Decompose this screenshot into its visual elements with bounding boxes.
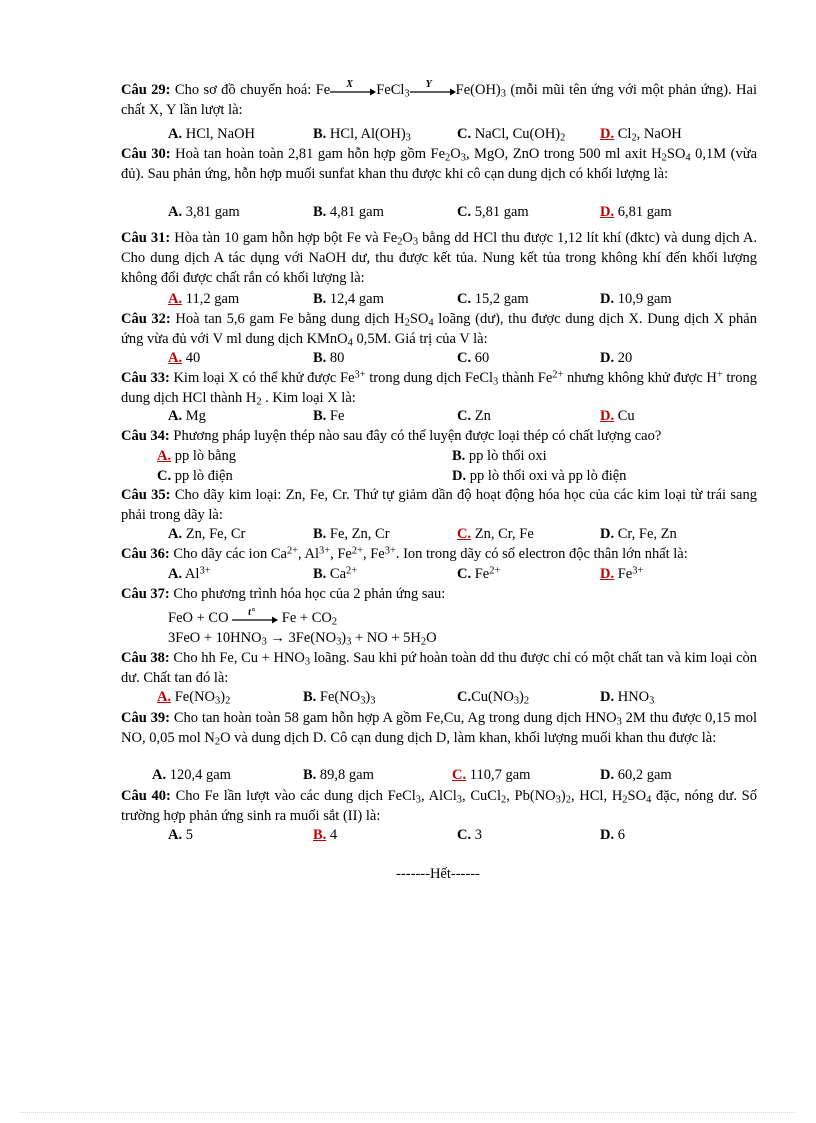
reaction-arrow-heat: t°: [232, 614, 278, 624]
option-c[interactable]: C. NaCl, $Cu(OH)_2$: [457, 126, 566, 144]
option-c[interactable]: $C.Cu(NO_3)_2$: [457, 689, 530, 707]
option-d[interactable]: D. $HNO_3$: [600, 689, 655, 707]
question-number: Câu 30:: [121, 146, 171, 162]
option-c[interactable]: C. 60: [457, 350, 490, 366]
question-number: Câu 35:: [121, 487, 171, 503]
question-32: Câu 32: Hoà tan 5,6 gam Fe bằng dung dịch $H_2SO_4$ loãng (dư), thu được dung dịch X. Dung dịch X phản ứng vừa đủ với V ml dung dịch KMnO$_4$ 0,5M. Giá trị của V là:: [121, 311, 757, 349]
option-a[interactable]: A. Mg: [168, 408, 206, 424]
option-b[interactable]: B. Fe, Zn, Cr: [313, 526, 390, 542]
option-c[interactable]: C. $Fe^{2+}$: [457, 565, 501, 582]
options-29: [0, 124, 816, 144]
option-d-answer[interactable]: D. $Cl_2$, NaOH: [600, 126, 682, 144]
question-31: Câu 31: Hòa tàn 10 gam hỗn hợp bột Fe và $Fe_2O_3$ bằng dd HCl thu được 1,12 lít khí (đktc) và dung dịch A. Cho dung dịch A tác dụng với NaOH dư, thu được kết tủa. Nung kết tủa trong không khí đến khối lượng không đổi được chất rắn có khối lượng là:: [121, 230, 758, 286]
option-c[interactable]: C. 5,81 gam: [457, 204, 529, 220]
reaction-arrow-y: Y: [410, 86, 456, 96]
reaction-arrow-icon: →: [270, 630, 285, 646]
option-b[interactable]: B. $Fe(NO_3)_3$: [303, 689, 376, 707]
question-number: Câu 33:: [121, 370, 170, 386]
question-number: Câu 34:: [121, 428, 170, 444]
question-number: Câu 32:: [121, 311, 171, 327]
option-d[interactable]: D. 10,9 gam: [600, 291, 672, 307]
question-38: Câu 38: Cho hh Fe, $Cu + HNO_3$ loãng. Sau khi pứ hoàn toàn dd thu được chỉ có một chất tan và kim loại còn dư. Chất tan đó là:: [121, 650, 757, 686]
question-number: Câu 39:: [121, 710, 170, 726]
option-d-answer[interactable]: D. 6,81 gam: [600, 204, 672, 220]
option-d-answer[interactable]: D. Cu: [600, 408, 635, 424]
option-d-answer[interactable]: D. $Fe^{3+}$: [600, 565, 644, 582]
option-a[interactable]: A. 5: [168, 827, 193, 843]
question-30: Câu 30: Hoà tan hoàn toàn 2,81 gam hỗn hợp gồm $Fe_2O_3$, MgO, ZnO trong 500 ml axit $H_2SO_4$ 0,1M (vừa đủ). Sau phản ứng, hỗn hợp muối sunfat khan thu được khi cô cạn dung dịch có khối lượng là:: [121, 146, 757, 182]
option-a[interactable]: A. HCl, NaOH: [168, 126, 256, 142]
option-b[interactable]: B. pp lò thổi oxi: [452, 448, 547, 464]
option-a[interactable]: A. 120,4 gam: [152, 767, 231, 783]
option-c[interactable]: C. Zn: [457, 408, 491, 424]
option-b[interactable]: B. 4,81 gam: [313, 204, 384, 220]
options-34-row1: [0, 446, 816, 466]
question-number: Câu 37:: [121, 586, 170, 602]
option-b[interactable]: B. 12,4 gam: [313, 291, 384, 307]
reaction-arrow-x: X: [330, 86, 376, 96]
option-a[interactable]: A. $Al^{3+}$: [168, 565, 211, 582]
option-d[interactable]: D. 60,2 gam: [600, 767, 672, 783]
question-29: Câu 29: Cho sơ đồ chuyển hoá: Fe X FeCl$_3$ Y $Fe(OH)_3$ (mỗi mũi tên ứng với một phản ứng). Hai chất X, Y lần lượt là:: [121, 78, 757, 118]
question-number: Câu 31:: [121, 230, 171, 246]
option-b[interactable]: B. 80: [313, 350, 345, 366]
page-divider: [20, 1112, 796, 1113]
options-35: [0, 524, 816, 544]
option-a-answer[interactable]: A. 40: [168, 350, 201, 366]
option-b[interactable]: B. $Ca^{2+}$: [313, 565, 358, 582]
option-a[interactable]: A. Zn, Fe, Cr: [168, 526, 246, 542]
option-c[interactable]: C. 15,2 gam: [457, 291, 529, 307]
options-34-row2: [0, 466, 816, 486]
question-33: Câu 33: Kim loại X có thể khử được $Fe^{3+}$ trong dung dịch FeCl$_3$ thành $Fe^{2+}$ nhưng không khử được H+ trong dung dịch HCl thành $H_2$ . Kim loại X là:: [121, 369, 757, 408]
question-34: Câu 34: Phương pháp luyện thép nào sau đây có thể luyện được loại thép có chất lượng cao?: [121, 428, 662, 444]
option-c[interactable]: C. 3: [457, 827, 482, 843]
options-33: [0, 406, 816, 426]
end-marker: -------Hết------: [396, 866, 480, 882]
option-d[interactable]: D. Cr, Fe, Zn: [600, 526, 677, 542]
option-d[interactable]: D. pp lò thổi oxi và pp lò điện: [452, 468, 627, 484]
options-30: [0, 202, 816, 222]
question-40: Câu 40: Cho Fe lần lượt vào các dung dịch FeCl$_3$, AlCl$_3$, CuCl$_2$, $Pb(NO_3)_2$, HCl, $H_2SO_4$ đặc, nóng dư. Số trường hợp phản ứng sinh ra muối sắt (II) là:: [121, 788, 757, 824]
option-b[interactable]: B. Fe: [313, 408, 345, 424]
option-b[interactable]: B. 89,8 gam: [303, 767, 374, 783]
options-36: [0, 564, 816, 584]
option-b-answer[interactable]: B. 4: [313, 827, 338, 843]
option-a[interactable]: A. 3,81 gam: [168, 204, 240, 220]
option-b[interactable]: B. HCl, $Al(OH)_3$: [313, 126, 411, 144]
question-39: Câu 39: Cho tan hoàn toàn 58 gam hỗn hợp A gồm Fe,Cu, Ag trong dung dịch $HNO_3$ 2M thu được 0,15 mol NO, 0,05 mol $N_2O$ và dung dịch D. Cô cạn dung dịch D, làm khan, khối lượng muối khan thu được là:: [121, 710, 757, 748]
option-c-answer[interactable]: C. 110,7 gam: [452, 767, 531, 783]
option-a-answer[interactable]: A. $Fe(NO_3)_2$: [157, 689, 231, 707]
option-c[interactable]: C. pp lò điện: [157, 468, 233, 484]
options-40: [0, 825, 816, 845]
equation-2: $3FeO + 10HNO_3 \to 3Fe(NO_3)_3$ + NO + $5H_2O$: [168, 630, 437, 648]
options-39: [0, 765, 816, 785]
option-c-answer[interactable]: C. Zn, Cr, Fe: [457, 526, 534, 542]
equation-1: FeO + CO t° $Fe + CO_2$: [168, 606, 338, 628]
options-32: [0, 348, 816, 368]
question-number: Câu 40:: [121, 788, 171, 804]
question-number: Câu 29:: [121, 82, 171, 98]
option-a-answer[interactable]: A. pp lò bằng: [157, 448, 236, 464]
question-37: Câu 37: Cho phương trình hóa học của 2 phản ứng sau:: [121, 586, 446, 602]
question-number: Câu 36:: [121, 546, 170, 562]
question-number: Câu 38:: [121, 650, 170, 666]
question-36: Câu 36: Cho dãy các ion $Ca^{2+}$, $Al^{3+}$, $Fe^{2+}$, $Fe^{3+}$. Ion trong dãy có số electron độc thân lớn nhất là:: [121, 545, 688, 562]
option-d[interactable]: D. 6: [600, 827, 625, 843]
option-a-answer[interactable]: A. 11,2 gam: [168, 291, 240, 307]
question-35: Câu 35: Cho dãy kim loại: Zn, Fe, Cr. Thứ tự giảm dần độ hoạt động hóa học của các kim loại từ trái sang phải trong dãy là:: [121, 487, 757, 523]
options-38: [0, 687, 816, 707]
options-31: [0, 289, 816, 309]
option-d[interactable]: D. 20: [600, 350, 633, 366]
